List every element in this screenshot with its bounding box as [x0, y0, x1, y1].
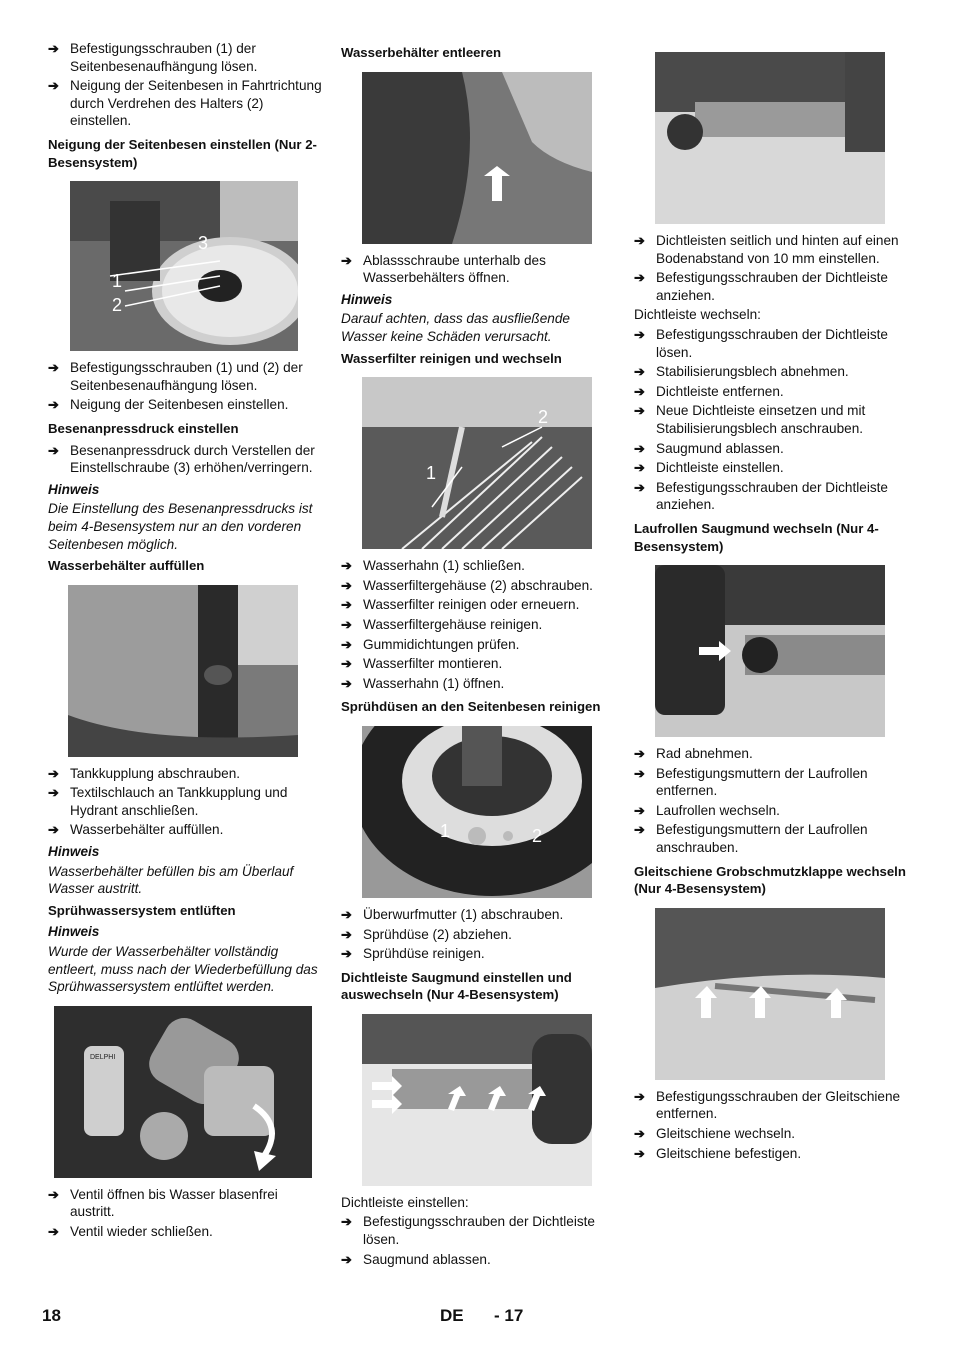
- column-2: [341, 40, 617, 1270]
- note-label: Hinweis: [48, 481, 100, 497]
- section-heading: Gleitschiene Grobschmutzklappe wechseln (Nur 4-Besensystem): [634, 863, 906, 897]
- step: ➔ Befestigungsschrauben der Gleitschiene entfernen.: [634, 1088, 910, 1123]
- step: ➔ Befestigungsschrauben der Dichtleiste lösen.: [341, 1213, 617, 1248]
- photo-drain-screw: [362, 72, 592, 244]
- callout-2: 2: [112, 295, 123, 316]
- step: ➔ Befestigungsschrauben der Dichtleiste anziehen.: [634, 479, 910, 514]
- step: ➔ Dichtleiste einstellen.: [634, 459, 910, 477]
- column-3: [634, 40, 910, 1164]
- step: ➔ Saugmund ablassen.: [341, 1251, 617, 1269]
- step: ➔ Wasserfilter montieren.: [341, 655, 617, 673]
- step: ➔ Ventil wieder schließen.: [48, 1223, 322, 1241]
- step: ➔ Ablassschraube unterhalb des Wasserbehälters öffnen.: [341, 252, 617, 287]
- step: ➔ Gummidichtungen prüfen.: [341, 636, 617, 654]
- section-heading: Dichtleiste Saugmund einstellen und auswechseln (Nur 4-Besensystem): [341, 969, 572, 1003]
- step: ➔ Wasserfiltergehäuse (2) abschrauben.: [341, 577, 617, 595]
- note-text: Die Einstellung des Besenanpressdrucks ist beim 4-Besensystem nur an den vorderen Seitenbesen möglich.: [48, 501, 313, 552]
- step: ➔ Wasserfilter reinigen oder erneuern.: [341, 596, 617, 614]
- step: ➔ Tankkupplung abschrauben.: [48, 765, 322, 783]
- photo-slide-rail: [655, 908, 885, 1080]
- section-heading: Wasserbehälter auffüllen: [48, 558, 205, 574]
- step: ➔ Sprühdüse reinigen.: [341, 945, 617, 963]
- callout-1: 1: [112, 271, 123, 292]
- step: ➔ Wasserbehälter auffüllen.: [48, 821, 322, 839]
- section-heading: Besenanpressdruck einstellen: [48, 420, 239, 436]
- step: ➔ Textilschlauch an Tankkupplung und Hydrant anschließen.: [48, 784, 322, 819]
- callout-2: 2: [532, 825, 543, 846]
- step: ➔ Rad abnehmen.: [634, 745, 910, 763]
- photo-spray-valve: [54, 1006, 312, 1178]
- photo-spray-nozzle: [362, 726, 592, 898]
- photo-sealing-strip: [362, 1014, 592, 1186]
- brand-label: DELPHI: [90, 1053, 116, 1061]
- step: ➔ Befestigungsschrauben (1) der Seitenbesenaufhängung lösen.: [48, 40, 322, 75]
- step: ➔ Gleitschiene befestigen.: [634, 1145, 910, 1163]
- step: ➔ Befestigungsmuttern der Laufrollen anschrauben.: [634, 821, 910, 856]
- step: ➔ Dichtleiste entfernen.: [634, 383, 910, 401]
- step: ➔ Laufrollen wechseln.: [634, 802, 910, 820]
- note-text: Darauf achten, dass das ausfließende Wasser keine Schäden verursacht.: [341, 311, 570, 344]
- step: ➔ Saugmund ablassen.: [634, 440, 910, 458]
- step: ➔ Wasserhahn (1) schließen.: [341, 557, 617, 575]
- column-1: [48, 40, 322, 1243]
- step: ➔ Gleitschiene wechseln.: [634, 1125, 910, 1143]
- section-heading: Laufrollen Saugmund wechseln (Nur 4-Besensystem): [634, 520, 879, 554]
- section-heading: Wasserfilter reinigen und wechseln: [341, 350, 562, 366]
- step: ➔ Wasserfiltergehäuse reinigen.: [341, 616, 617, 634]
- photo-water-filter: [362, 377, 592, 549]
- step: ➔ Besenanpressdruck durch Verstellen der Einstellschraube (3) erhöhen/verringern.: [48, 442, 322, 477]
- step: ➔ Befestigungsschrauben (1) und (2) der Seitenbesenaufhängung lösen.: [48, 359, 322, 394]
- callout-1: 1: [440, 820, 451, 841]
- step: ➔ Wasserhahn (1) öffnen.: [341, 675, 617, 693]
- callout-1: 1: [426, 463, 437, 484]
- language-code: DE: [440, 1306, 464, 1325]
- note-text: Wurde der Wasserbehälter vollständig entleert, muss nach der Wiederbefüllung das Sprühwassersystem entlüftet werden.: [48, 944, 318, 995]
- section-heading: Sprühdüsen an den Seitenbesen reinigen: [341, 699, 601, 715]
- photo-castor-wheels: [655, 565, 885, 737]
- step: ➔ Überwurfmutter (1) abschrauben.: [341, 906, 617, 924]
- section-heading: Sprühwassersystem entlüften: [48, 902, 236, 918]
- step: ➔ Neigung der Seitenbesen einstellen.: [48, 396, 322, 414]
- paragraph: Dichtleiste einstellen:: [341, 1194, 469, 1210]
- note-label: Hinweis: [48, 844, 100, 860]
- step: ➔ Befestigungsschrauben der Dichtleiste anziehen.: [634, 269, 910, 304]
- step: ➔ Ventil öffnen bis Wasser blasenfrei austritt.: [48, 1186, 322, 1221]
- step: ➔ Befestigungsschrauben der Dichtleiste lösen.: [634, 326, 910, 361]
- page-number-left: 18: [42, 1306, 61, 1325]
- page-number-right: - 17: [494, 1306, 524, 1325]
- note-text: Wasserbehälter befüllen bis am Überlauf Wasser austritt.: [48, 863, 294, 897]
- section-heading: Neigung der Seitenbesen einstellen (Nur 2-Besensystem): [48, 136, 317, 170]
- photo-sealing-strip-adjusted: [655, 52, 885, 224]
- step: ➔ Sprühdüse (2) abziehen.: [341, 926, 617, 944]
- note-label: Hinweis: [341, 291, 393, 307]
- note-label: Hinweis: [48, 924, 100, 940]
- step: ➔ Befestigungsmuttern der Laufrollen entfernen.: [634, 765, 910, 800]
- step: ➔ Neue Dichtleiste einsetzen und mit Stabilisierungsblech anschrauben.: [634, 402, 910, 437]
- step: ➔ Neigung der Seitenbesen in Fahrtrichtung durch Verdrehen des Halters (2) einstellen.: [48, 77, 322, 130]
- paragraph: Dichtleiste wechseln:: [634, 307, 761, 323]
- step: ➔ Stabilisierungsblech abnehmen.: [634, 363, 910, 381]
- section-heading: Wasserbehälter entleeren: [341, 45, 502, 60]
- callout-2: 2: [538, 407, 549, 428]
- step: ➔ Dichtleisten seitlich und hinten auf einen Bodenabstand von 10 mm einstellen.: [634, 232, 910, 267]
- photo-side-broom-mount: [70, 181, 298, 351]
- callout-3: 3: [198, 233, 209, 254]
- photo-tank-coupling: [68, 585, 298, 757]
